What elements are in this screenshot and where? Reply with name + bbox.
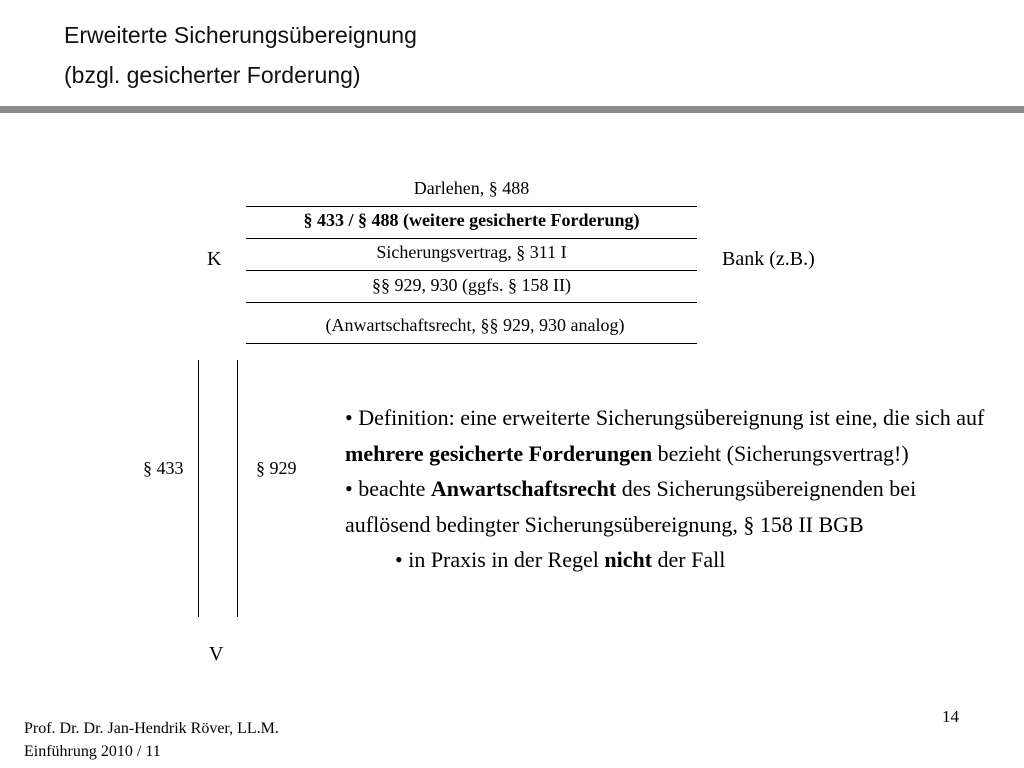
footer-author: Prof. Dr. Dr. Jan-Hendrik Röver, LL.M. xyxy=(24,720,279,737)
bold-not: nicht xyxy=(604,547,653,572)
bullet-expectancy: • beachte Anwartschaftsrecht des Sicherungsübereignenden bei auflösend bedingter Sicherungsübereignung, § 158 II BGB xyxy=(345,476,917,537)
diagram-line-1 xyxy=(246,206,697,207)
header-rule xyxy=(0,106,1024,113)
diagram-line-2 xyxy=(246,238,697,239)
diagram-line-5 xyxy=(246,343,697,344)
right-link-label: § 929 xyxy=(256,458,297,478)
bullet-practice: • in Praxis in der Regel nicht der Fall xyxy=(395,547,726,572)
left-link-label: § 433 xyxy=(143,458,184,478)
expectancy-label: (Anwartschaftsrecht, §§ 929, 930 analog) xyxy=(325,315,625,335)
link-line-right xyxy=(237,360,238,617)
link-line-left xyxy=(198,360,199,617)
further-claim-label: § 433 / § 488 (weitere gesicherte Forderung) xyxy=(303,210,640,230)
bullet-list xyxy=(345,400,995,578)
slide-title-line1: Erweiterte Sicherungsübereignung xyxy=(64,22,417,48)
party-k: K xyxy=(207,248,222,270)
diagram-line-4 xyxy=(246,302,697,303)
bold-multiple-claims: mehrere gesicherte Forderungen xyxy=(345,440,653,466)
footer-course: Einführung 2010 / 11 xyxy=(24,742,161,760)
loan-label: Darlehen, § 488 xyxy=(413,178,530,198)
bold-expectancy: Anwartschaftsrecht xyxy=(430,476,617,501)
party-bank: Bank (z.B.) xyxy=(722,248,815,270)
party-v: V xyxy=(209,643,224,665)
security-contract-label: Sicherungsvertrag, § 311 I xyxy=(376,242,567,262)
bullet-definition: • Definition: eine erweiterte Sicherungsübereignung ist eine, die sich auf mehrere gesicherte Forderungen bezieht (Sicherungsvertrag!) xyxy=(345,405,985,466)
diagram-line-3 xyxy=(246,270,697,271)
slide-title-line2: (bzgl. gesicherter Forderung) xyxy=(64,62,361,88)
page-number: 14 xyxy=(942,707,959,726)
footer xyxy=(24,718,279,763)
transfer-label: §§ 929, 930 (ggfs. § 158 II) xyxy=(372,275,571,295)
